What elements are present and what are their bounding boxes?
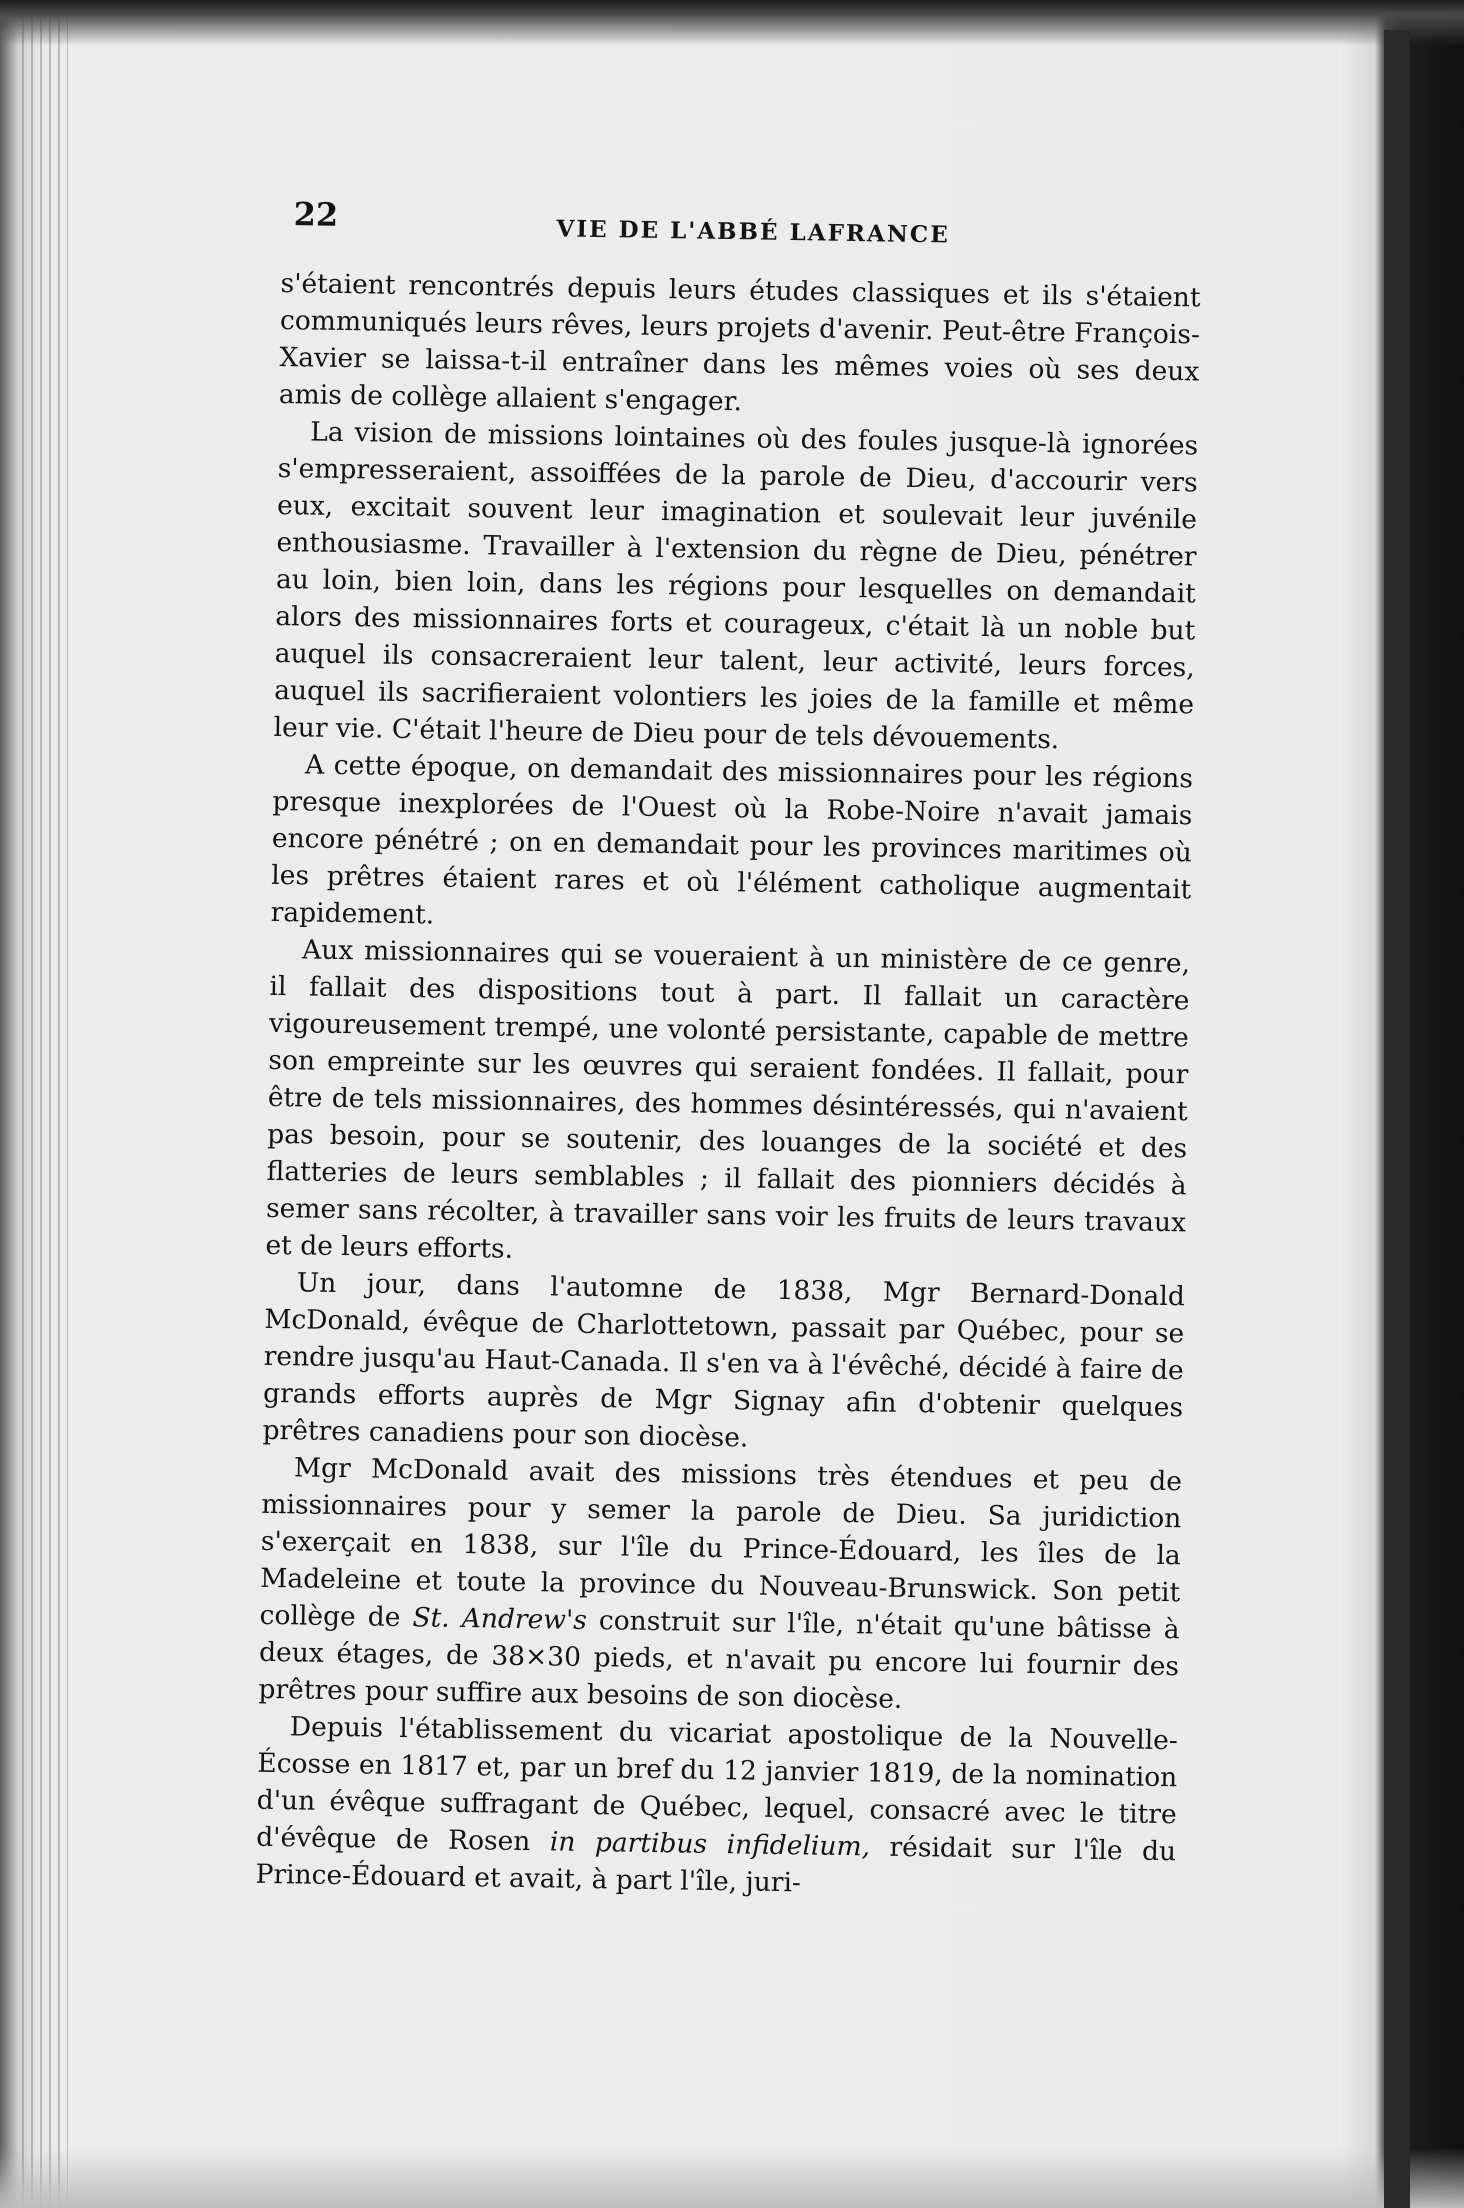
body-text	[255, 265, 1200, 1907]
book-gutter	[1384, 30, 1410, 2208]
text-run: Aux missionnaires qui se voueraient à un ministère de ce genre, il fallait des dispositions tout à part. Il fallait un caractère vigoureusement trempé, une volonté persistante, capable de mettre son empreinte sur les œuvres qui seraient fondées. Il fallait, pour être de tels missionnaires, des hommes désintéressés, qui n'avaient pas besoin, pour se soutenir, des louanges de la société et des flatteries de leurs semblables ; il fallait des pionniers décidés à semer sans récolter, à travailler sans voir les fruits de leurs travaux et de leurs efforts.	[265, 934, 1191, 1265]
top-shadow	[0, 0, 1464, 46]
text-run: Depuis l'établissement du vicariat apostolique de la Nouvelle-Écosse en 1817 et, par un bref du 12 janvier 1819, de la nomination d'un évêque suffragant de Québec, lequel, consacré avec le titre d'évêque de Rosen	[255, 1711, 1179, 1858]
paragraph	[273, 413, 1198, 760]
text-run: Un jour, dans l'automne de 1838, Mgr Bernard-Donald McDonald, évêque de Charlottetown, passait par Québec, pour se rendre jusqu'au Haut-Canada. Il s'en va à l'évêché, décidé à faire de grands efforts auprès de Mgr Signay afin d'obtenir quelques prêtres canadiens pour son diocèse.	[262, 1267, 1186, 1454]
page-number: 22	[293, 195, 339, 234]
paragraph	[270, 746, 1193, 945]
italic-run: St. Andrew's	[412, 1602, 588, 1636]
running-title: VIE DE L'ABBÉ LAFRANCE	[556, 215, 950, 249]
text-run: résidait sur l'île du Prince-Édouard et avait, à part l'île, juri-	[255, 1831, 1177, 1899]
paragraph	[262, 1264, 1185, 1463]
italic-run: in partibus infidelium,	[549, 1826, 871, 1863]
text-run: A cette époque, on demandait des missionnaires pour les régions presque inexplorées de l'Ouest où la Robe-Noire n'avait jamais encore pénétré ; on en demandait pour les provinces maritimes où les prêtres étaient rares et où l'élément catholique augmentait rapidement.	[270, 749, 1194, 931]
text-run: La vision de missions lointaines où des foules jusque-là ignorées s'empresseraient, assoiffées de la parole de Dieu, d'accourir vers eux, excitait souvent leur imagination et soulevait leur juvénile enthousiasme. Travailler à l'extension du règne de Dieu, pénétrer au loin, bien loin, dans les régions pour lesquelles on demandait alors des missionnaires forts et courageux, c'était là un noble but auquel ils consacreraient leur talent, leur activité, leurs forces, auquel ils sacrifieraient volontiers les joies de la famille et même leur vie. C'était l'heure de Dieu pour de tels dévouements.	[273, 416, 1199, 756]
paragraph	[258, 1449, 1182, 1722]
page-header	[281, 195, 1202, 279]
page-stack-edge	[22, 0, 68, 2208]
text-run: Mgr McDonald avait des missions très étendues et peu de missionnaires pour y semer la parole de Dieu. Sa juridiction s'exerçait en 1838, sur l'île du Prince-Édouard, les îles de la Madeleine et toute la province du Nouveau-Brunswick. Son petit collège de	[259, 1452, 1183, 1634]
paragraph	[279, 265, 1201, 427]
text-run: construit sur l'île, n'était qu'une bâtisse à deux étages, de 38×30 pieds, et n'avait pu encore lui fournir des prêtres pour suffire aux besoins de son diocèse.	[258, 1604, 1180, 1715]
paragraph	[255, 1708, 1178, 1907]
paragraph	[265, 931, 1190, 1278]
book-page	[255, 195, 1202, 1907]
bottom-shadow	[0, 2148, 1464, 2208]
text-run: s'étaient rencontrés depuis leurs études classiques et ils s'étaient communiqués leurs rêves, leurs projets d'avenir. Peut-être François-Xavier se laissa-t-il entraîner dans les mêmes voies où ses deux amis de collège allaient s'engager.	[278, 267, 1201, 418]
